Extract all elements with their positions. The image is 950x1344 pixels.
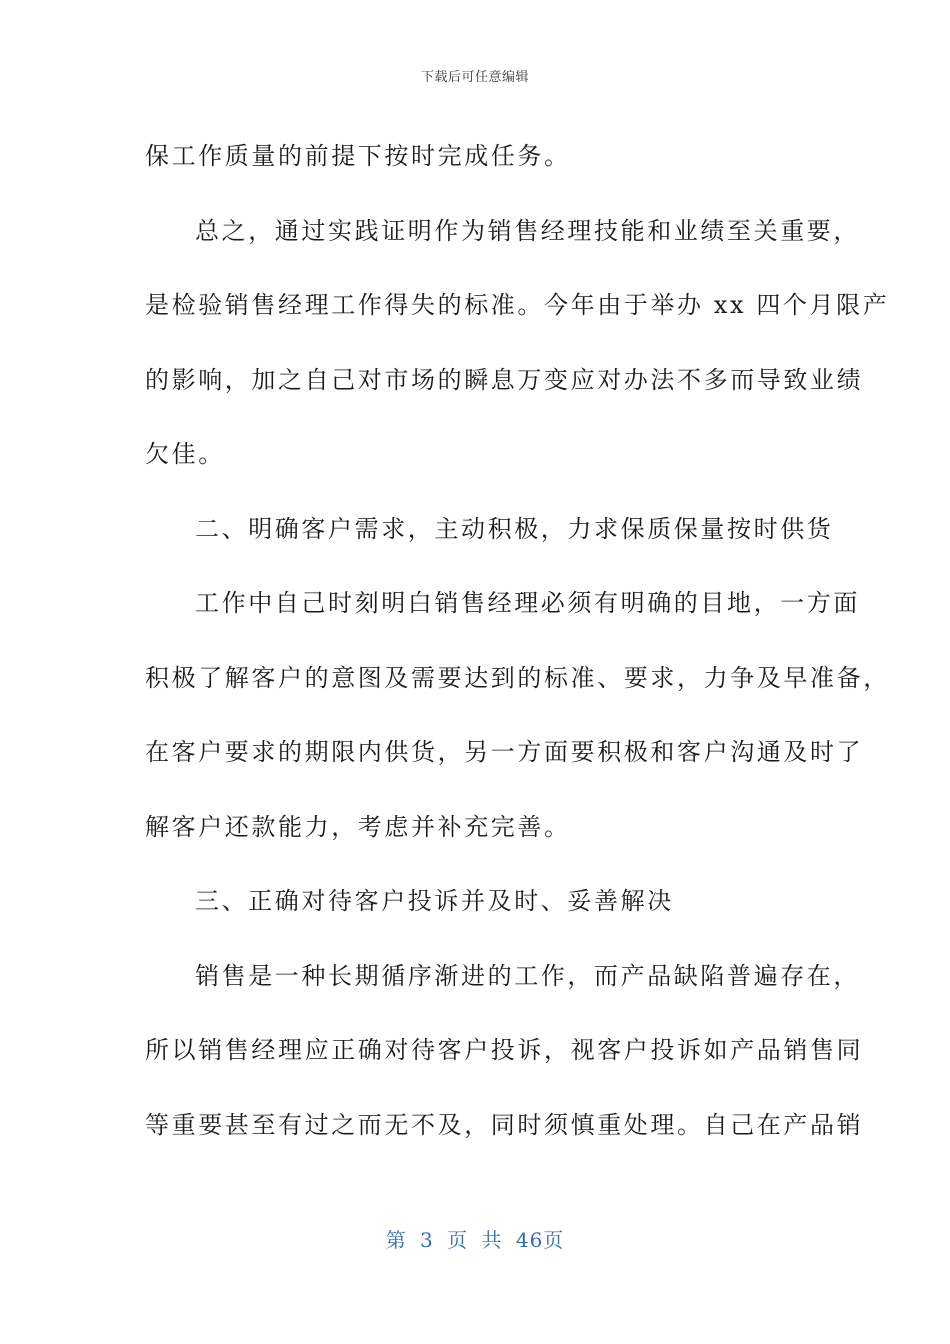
page-header: 下载后可任意编辑 (420, 70, 529, 85)
text-line: 积极了解客户的意图及需要达到的标准、要求，力争及早准备， (145, 663, 890, 692)
text-line: 解客户还款能力，考虑并补充完善。 (145, 812, 571, 841)
text-line: 在客户要求的期限内供货，另一方面要积极和客户沟通及时了 (145, 738, 864, 766)
document-body (145, 119, 890, 1162)
section-heading: 三、正确对待客户投诉并及时、妥善解决 (195, 887, 674, 915)
text-line: 是检验销售经理工作得失的标准。今年由于举办 xx 四个月限产 (145, 291, 890, 319)
page-footer: 第 3 页 共 46页 (385, 1228, 565, 1252)
text-line: 欠佳。 (145, 440, 225, 468)
text-line: 总之，通过实践证明作为销售经理技能和业绩至关重要， (195, 216, 860, 245)
section-heading: 二、明确客户需求，主动积极，力求保质保量按时供货 (195, 514, 834, 543)
text-line: 的影响，加之自己对市场的瞬息万变应对办法不多而导致业绩 (145, 365, 864, 394)
text-line: 保工作质量的前提下按时完成任务。 (145, 142, 571, 170)
text-line: 工作中自己时刻明白销售经理必须有明确的目地，一方面 (195, 589, 860, 617)
text-line: 销售是一种长期循序渐进的工作，而产品缺陷普遍存在， (195, 961, 860, 990)
text-line: 等重要甚至有过之而无不及，同时须慎重处理。自己在产品销 (145, 1110, 864, 1139)
text-line: 所以销售经理应正确对待客户投诉，视客户投诉如产品销售同 (145, 1036, 864, 1064)
